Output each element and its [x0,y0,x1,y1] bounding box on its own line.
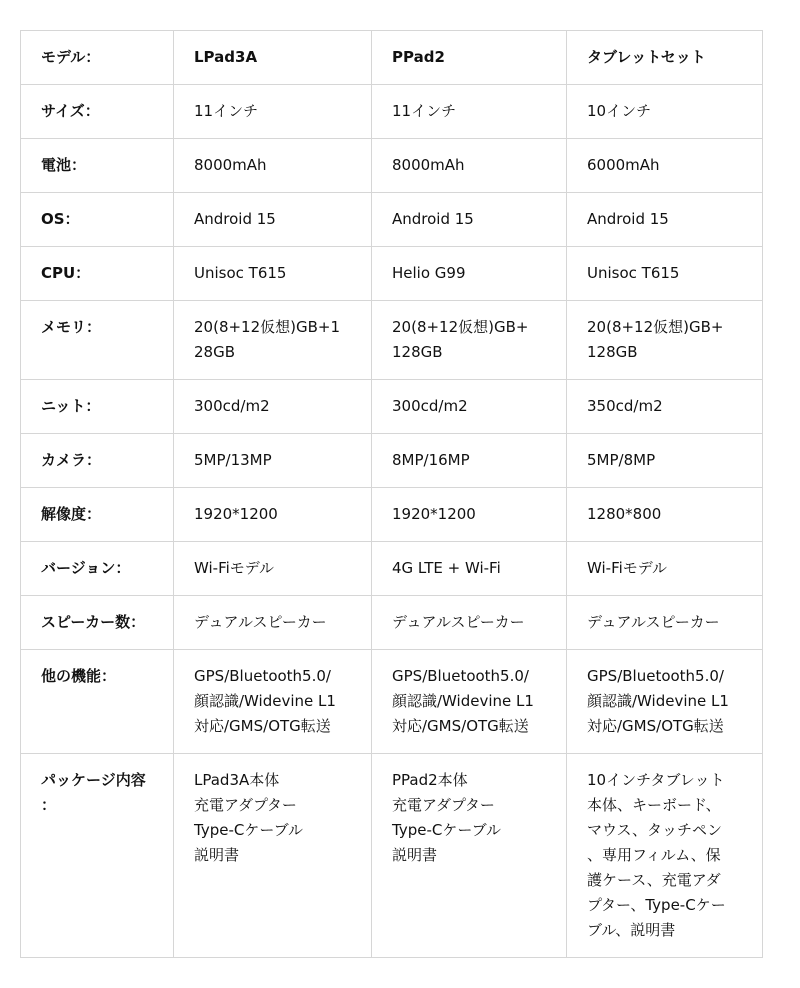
cell-value: Unisoc T615 [567,247,763,301]
spec-comparison-table [20,30,763,958]
row-label: パッケージ内容 ： [21,754,174,958]
cell-value: 20(8+12仮想)GB+ 128GB [372,301,567,380]
cell-value: GPS/Bluetooth5.0/ 顔認識/Widevine L1 対応/GMS/OTG転送 [567,650,763,754]
row-label: OS： [21,193,174,247]
cell-value: 6000mAh [567,139,763,193]
cell-value: 5MP/13MP [174,434,372,488]
cell-value: 8000mAh [372,139,567,193]
cell-value: 5MP/8MP [567,434,763,488]
cell-value: デュアルスピーカー [567,596,763,650]
model-name-ppad2: PPad2 [372,31,567,85]
table-row-other-features [21,650,763,754]
header-row [21,31,763,85]
row-label: カメラ： [21,434,174,488]
cell-value: 8MP/16MP [372,434,567,488]
row-label: バージョン： [21,542,174,596]
row-label: メモリ： [21,301,174,380]
cell-value: GPS/Bluetooth5.0/ 顔認識/Widevine L1 対応/GMS/OTG転送 [174,650,372,754]
table-row-cpu [21,247,763,301]
row-label: 解像度： [21,488,174,542]
cell-value: 10インチ [567,85,763,139]
table-row-size [21,85,763,139]
table-row-battery [21,139,763,193]
cell-value: 300cd/m2 [372,380,567,434]
cell-value: Unisoc T615 [174,247,372,301]
cell-value: 1280*800 [567,488,763,542]
cell-value: PPad2本体 充電アダプター Type-Cケーブル 説明書 [372,754,567,958]
cell-value: 4G LTE + Wi-Fi [372,542,567,596]
table-row-version [21,542,763,596]
table-row-os [21,193,763,247]
cell-value: GPS/Bluetooth5.0/ 顔認識/Widevine L1 対応/GMS/OTG転送 [372,650,567,754]
cell-value: Android 15 [372,193,567,247]
cell-value: デュアルスピーカー [372,596,567,650]
table-row-package-contents [21,754,763,958]
cell-value: Wi-Fiモデル [174,542,372,596]
table-row-resolution [21,488,763,542]
cell-value: 11インチ [372,85,567,139]
row-label: 他の機能： [21,650,174,754]
row-label: スピーカー数： [21,596,174,650]
cell-value: 1920*1200 [174,488,372,542]
cell-value: Wi-Fiモデル [567,542,763,596]
cell-value: 20(8+12仮想)GB+1 28GB [174,301,372,380]
model-name-tablet-set: タブレットセット [567,31,763,85]
header-label: モデル： [21,31,174,85]
cell-value: 11インチ [174,85,372,139]
cell-value: LPad3A本体 充電アダプター Type-Cケーブル 説明書 [174,754,372,958]
model-name-lpad3a: LPad3A [174,31,372,85]
cell-value: 10インチタブレット 本体、キーボード、 マウス、タッチペン 、専用フィルム、保 護ケース、充電アダ プター、Type-Cケー ブル、説明書 [567,754,763,958]
table-row-nits [21,380,763,434]
table-row-camera [21,434,763,488]
table-row-speakers [21,596,763,650]
cell-value: 350cd/m2 [567,380,763,434]
cell-value: 300cd/m2 [174,380,372,434]
row-label: ニット： [21,380,174,434]
cell-value: 8000mAh [174,139,372,193]
cell-value: Android 15 [567,193,763,247]
row-label: サイズ： [21,85,174,139]
cell-value: Android 15 [174,193,372,247]
cell-value: 20(8+12仮想)GB+ 128GB [567,301,763,380]
cell-value: Helio G99 [372,247,567,301]
table-row-memory [21,301,763,380]
row-label: 電池： [21,139,174,193]
cell-value: デュアルスピーカー [174,596,372,650]
cell-value: 1920*1200 [372,488,567,542]
row-label: CPU： [21,247,174,301]
